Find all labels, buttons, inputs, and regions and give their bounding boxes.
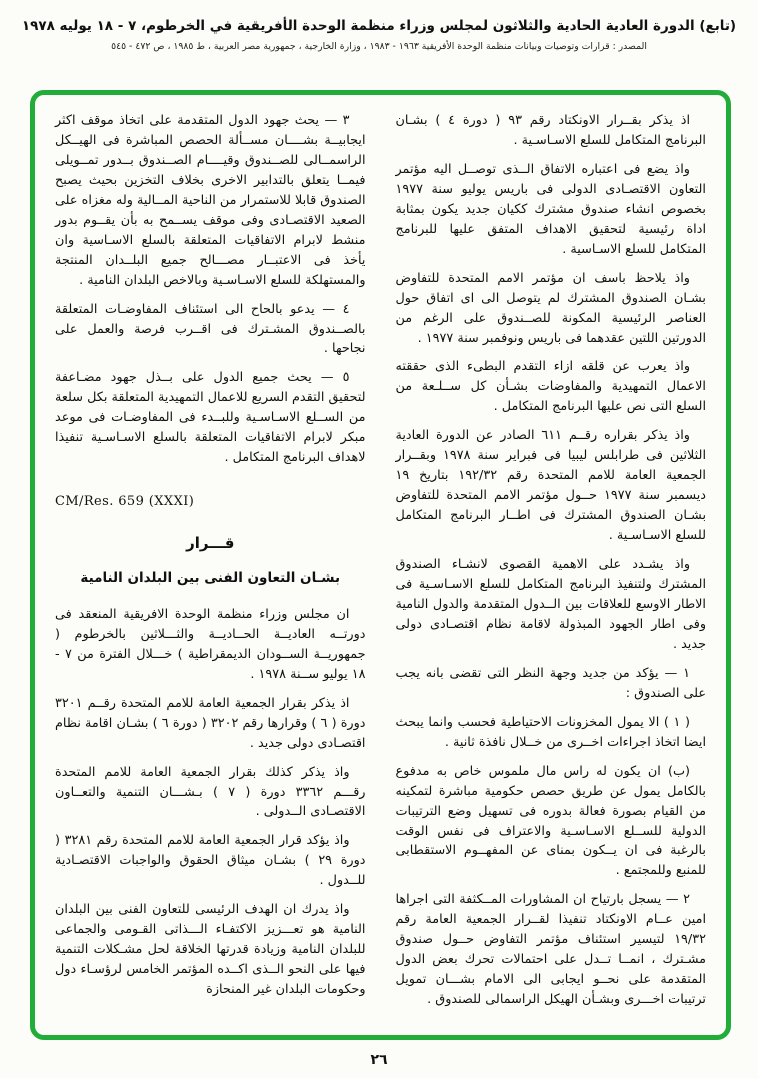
- paragraph: اذ يذكر بقرار الجمعية العامة للامم المتحدة رقــم ٣٢٠١ دورة ( ٦ ) وقرارها رقم ٣٢٠٢ ( دورة ٦ ) بشـان اقامة نظام اقتصـادى دولى جديد .: [55, 695, 366, 751]
- right-column: [396, 111, 707, 1019]
- paragraph: ٤ — يدعو بالحاح الى استئناف المفاوضـات المتعلقة بالصــندوق المشـترك فى اقــرب فرصة والعمل على نجاحها .: [55, 301, 366, 357]
- content-border-box: [30, 90, 731, 1040]
- page-number: ٢٦: [370, 1052, 388, 1068]
- paragraph: ( ١ ) الا يمول المخزونات الاحتياطية فحسب وانما يبحث ايضا اتخاذ اجراءات اخــرى من خــلال نافذة ثانية .: [395, 714, 706, 750]
- paragraph: واذ يذكر كذلك بقرار الجمعية العامة للامم المتحدة رقـــم ٣٣٦٢ دورة ( ٧ ) بـشـــان التنمية والتعــاون الاقتصـادى الــدولى .: [55, 764, 366, 820]
- paragraph: ان مجلس وزراء منظمة الوحدة الافريقية المنعقد فى دورتــه العاديــة الحــاديــة والثـــلاثين بالخرطوم ( جمهوريــة الســودان الديمقراطية ) خـــلال الفترة من ٧ - ١٨ يوليو ســنة ١٩٧٨ .: [55, 606, 366, 682]
- left-column: [55, 111, 366, 1019]
- paragraph: واذ يؤكد قرار الجمعية العامة للامم المتحدة رقم ٣٢٨١ ( دورة ٢٩ ) بشـان ميثاق الحقوق والواجبات الاقتصـادية للــدول .: [55, 833, 366, 889]
- paragraph: ١ — يؤكد من جديد وجهة النظر التى تقضى بانه يجب على الصندوق :: [395, 665, 706, 701]
- paragraph: واذ يعرب عن قلقه ازاء التقدم البطىء الذى حققته الاعمال التمهيدية والمفاوضات بشـأن كل ســلـعة من السلع التى نص عليها البرنامج المتكامل .: [395, 359, 706, 415]
- paragraph: واذ يدرك ان الهدف الرئيسى للتعاون الفنى بين البلدان النامية هو تعـــزيز الاكتفـاء الـــذاتى القـومى والجماعى للبلدان النامية وزيادة قدرتها الخلاقة لحل مشـكلات التنمية فيها على النحو الــذى اكــده المؤتمر الخامس لرؤسـاء دول وحكومات البلدان غير المنحازة: [55, 902, 366, 998]
- resolution-title: قـــرار: [186, 534, 235, 553]
- left-column-bottom-paragraphs: [55, 605, 366, 1000]
- resolution-subtitle: بشـان التعاون الفنى بين البلدان النامية: [80, 569, 341, 586]
- source-line: المصدر : قرارات وتوصيات وبيانات منظمة الوحدة الأفريقية ١٩٦٣ - ١٩٨٣ ، وزارة الخارجية ، جمهورية مصر العربية ، ط ١٩٨٥ ، ص ٤٧٢ - ٥٤٥: [111, 41, 647, 52]
- two-column-layout: [55, 111, 706, 1019]
- paragraph: واذ يضع فى اعتباره الاتفاق الــذى توصــل اليه مؤتمر التعاون الاقتصـادى الدولى فى باريس يوليو سنة ١٩٧٧ بخصوص انشاء صندوق مشترك ككيان جديد يكون بمثابة اداة رئيسية لتحقيق الاهداف المتفق عليها للبرنامج المتكامل للسلع الاسـاسية .: [395, 161, 706, 257]
- left-column-top-paragraphs: [55, 111, 366, 468]
- paragraph: اذ يذكر بقــرار الاونكتاد رقم ٩٣ ( دورة ٤ ) بشـان البرنامج المتكامل للسلع الاسـاسـية .: [395, 113, 706, 148]
- paragraph: واذ يشـدد على الاهمية القصوى لانشـاء الصندوق المشترك ولتنفيذ البرنامج المتكامل للسلع الاسـاسـية فى الاطار الاوسع للعلاقات بين الــدول المتقدمة والدول النامية وفى اطار الجهود المبذولة لاقامة نظام اقتصـادى دولى جديد .: [395, 557, 706, 652]
- paragraph: ٥ — يحث جميع الدول على بــذل جهود مضـاعفة لتحقيق التقدم السريع للاعمال التمهيدية المتعلقة بكل سلعة من الســلع الاسـاسـية وللبــدء فى المفاوضـات فى موعد مبكر لابرام الاتفاقيات المتعلقة بالسلع الاسـاسـية تنفيذا لاهداف البرنامج المتكامل .: [55, 370, 366, 466]
- paragraph: ٢ — يسجل بارتياح ان المشاورات المــكثفة التى اجراها امين عــام الاونكتاد تنفيذا لقــرار الجمعية العامة رقم ١٩/٣٢ لتيسير استئناف مؤتمر التفاوض حــول صندوق مشـترك ، انمــا تــدل على احتمالات تحرك بعض الدول المتقدمة على نحــو ايجابى الى الامام بشـــان تمويل ترتيبات اخـــرى وبشـأن الهيكل الراسمالى للصندوق .: [395, 892, 706, 1008]
- paragraph: (ب) ان يكون له راس مال ملموس خاص به مدفوع بالكامل يمول عن طريق حصص حكومية مباشرة لتمكينه من القيام بصورة فعالة بدوره فى تسهيل وضع الترتيبات الدولية للســلع الاسـاسـية والاعتراف فى نفس الوقت بالرغبة فى ان يــكون بمناى عن المفهــوم الاستقطابى للمنبع وللمجتمع .: [395, 763, 706, 879]
- paragraph: واذ يلاحظ باسف ان مؤتمر الامم المتحدة للتفاوض بشـان الصندوق المشترك لم يتوصل الى اى اتفاق حول العناصر الرئيسية المكونة للصــندوق على الرغم من الدورتين اللتين عقدهما فى باريس ونوفمبر سنة ١٩٧٧ .: [395, 270, 706, 346]
- page-header: (تابع) الدورة العادية الحادية والثلاثون لمجلس وزراء منظمة الوحدة الأفريقية في الخرطوم، ٧ - ١٨ يوليه ١٩٧٨: [21, 18, 737, 34]
- paragraph: واذ يذكر بقراره رقــم ٦١١ الصادر عن الدورة العادية الثلاثين فى طرابلس ليبيا فى فبراير سنة ١٩٧٨ وبقــرار الجمعية العامة للامم المتحدة رقم ١٩٢/٣٢ بتاريخ ١٩ ديسمبر سنة ١٩٧٧ حــول مؤتمر الامم المتحدة للتفاوض بشـان الصندوق المشترك فى اطــار البرنامج المتكامل للسلع الاسـاسـية .: [395, 428, 707, 544]
- paragraph: ٣ — يحث جهود الدول المتقدمة على اتخاذ موقف اكثر ايجابيــة بشــــان مســألة الحصص المباشرة فى الهيــكل الراسمــالى للصــندوق وقيــــام الصــندوق بــدور تمــويلى فيمــا يتعلق بالتدابير الاخرى بخلاف التخزين بحيث يصبح الصندوق قابلا للاستمرار من الناحية المــالية وله مغزاه على الصعيد الاقتصـادى وفى موقف يســمح به بأن يقــوم بدور منشط لابرام الاتفاقيات المتعلقة بالسلع الاسـاسية وان يأخذ فى الاعتبــار مصـــالح جميع البلــدان المنتجة والمستهلكة للسلع الاسـاسـية وبالاخص البلدان النامية .: [55, 113, 366, 288]
- resolution-reference: CM/Res. 659 (XXXI): [55, 494, 195, 510]
